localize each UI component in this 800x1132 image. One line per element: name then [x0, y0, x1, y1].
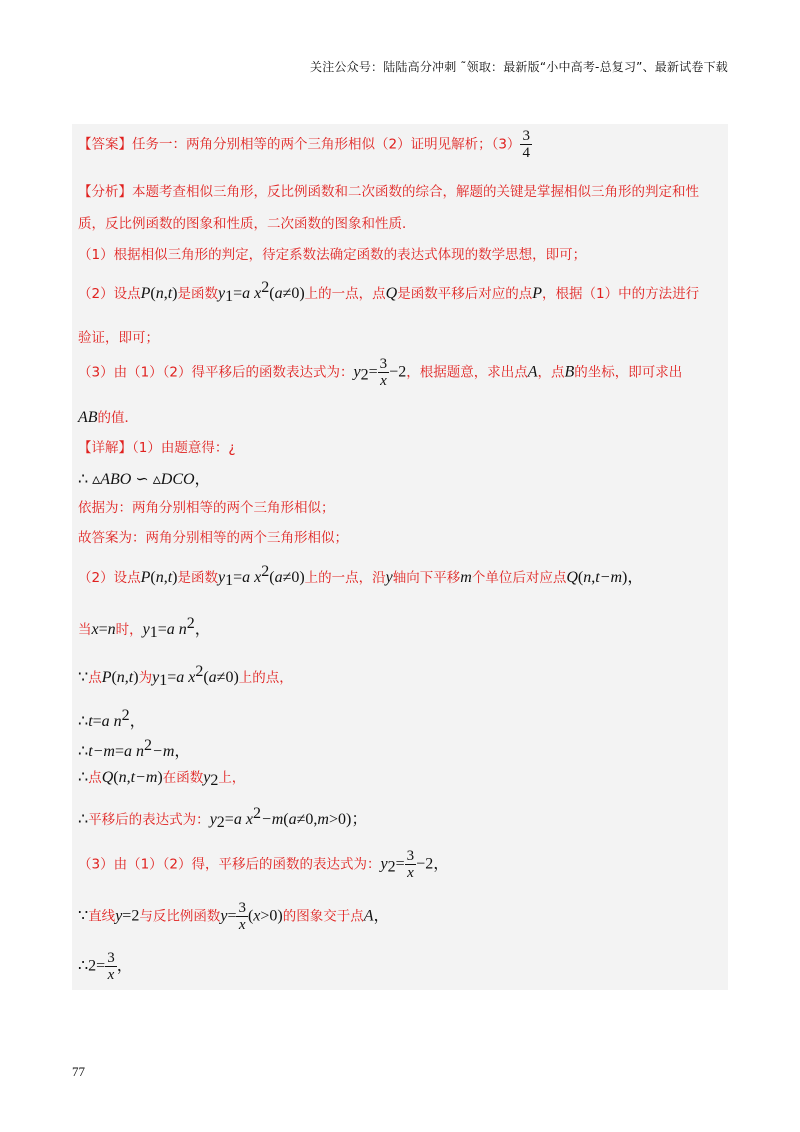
detail-line-5: （2）设点P(n,t)是函数$y_1=a$ $x^2(a\ne 0)$上的一点，沿y轴向下平移m个单位后对应点Q(n,t−m)，: [78, 563, 644, 589]
analysis-line-7: AB的值．: [78, 409, 139, 426]
page-header: 关注公众号：陆陆高分冲刺 ˜领取：最新版“小中高考-总复习”、最新试卷下载: [310, 60, 728, 74]
detail-line-7: ∵点P(n,t)为$y_1=a$ $x^2(a\ne 0)$上的点，: [78, 663, 293, 689]
detail-label: 【详解】: [78, 440, 132, 456]
answer-line: [78, 128, 532, 161]
analysis-line-4: （2）设点P(n,t)是函数$y_1=a$ $x^2(a\ne 0)$上的一点，点Q是函数平移后对应的点P，根据（1）中的方法进行: [78, 279, 700, 305]
analysis-label: 【分析】: [78, 184, 132, 200]
analysis-line-6: （3）由（1）（2）得平移后的函数表达式为：$y_2=$ $\frac{3}{x}$ −2，根据题意，求出点A，点B的坐标，即可求出: [78, 356, 683, 389]
analysis-line-3: （1）根据相似三角形的判定，待定系数法确定函数的表达式体现的数学思想，即可；: [78, 247, 587, 263]
detail-line-14: ∴2= $\frac{3}{x}$ ，: [78, 950, 133, 983]
analysis-line-2: 质，反比例函数的图象和性质，二次函数的图象和性质．: [78, 216, 416, 232]
detail-line-12: （3）由（1）（2）得，平移后的函数的表达式为：$y_2=$ $\frac{3}{x}$ −2，: [78, 848, 450, 881]
detail-line-10: ∴点Q(n,t−m)在函数$y_2$上，: [78, 769, 246, 789]
detail-line-4: 故答案为：两角分别相等的两个三角形相似；: [78, 530, 348, 546]
detail-line-11: ∴平移后的表达式为：$y_2=a$ $x^2-m(a\ne 0,m>0)$；: [78, 805, 368, 831]
analysis-line-5: 验证，即可；: [78, 330, 159, 346]
detail-line-8: ∴t=a $n^2$，: [78, 707, 146, 730]
analysis-line-1: 【分析】本题考查相似三角形，反比例函数和二次函数的综合，解题的关键是掌握相似三角形的判定和性: [78, 184, 699, 200]
detail-line-6: 当x=n时，$y_1=a$ $n^2$，: [78, 615, 211, 641]
detail-line-1: 【详解】（1）由题意得：¿: [78, 440, 236, 456]
answer-fraction: $\frac{3}{4}$: [522, 128, 530, 161]
page-number: 77: [72, 1064, 85, 1079]
answer-label: 【答案】: [78, 136, 132, 153]
detail-line-13: ∵直线y=2与反比例函数y= $\frac{3}{x}$ (x>0)的图象交于点A，: [78, 900, 390, 933]
detail-line-9: ∴t−m=a $n^2-m$，: [78, 737, 191, 760]
answer-text: 任务一：两角分别相等的两个三角形相似（2）证明见解析；（3）: [132, 136, 521, 153]
detail-line-2: ∴ ▵ABO ∽ ▵DCO，: [78, 471, 211, 488]
detail-line-3: 依据为：两角分别相等的两个三角形相似；: [78, 500, 335, 516]
